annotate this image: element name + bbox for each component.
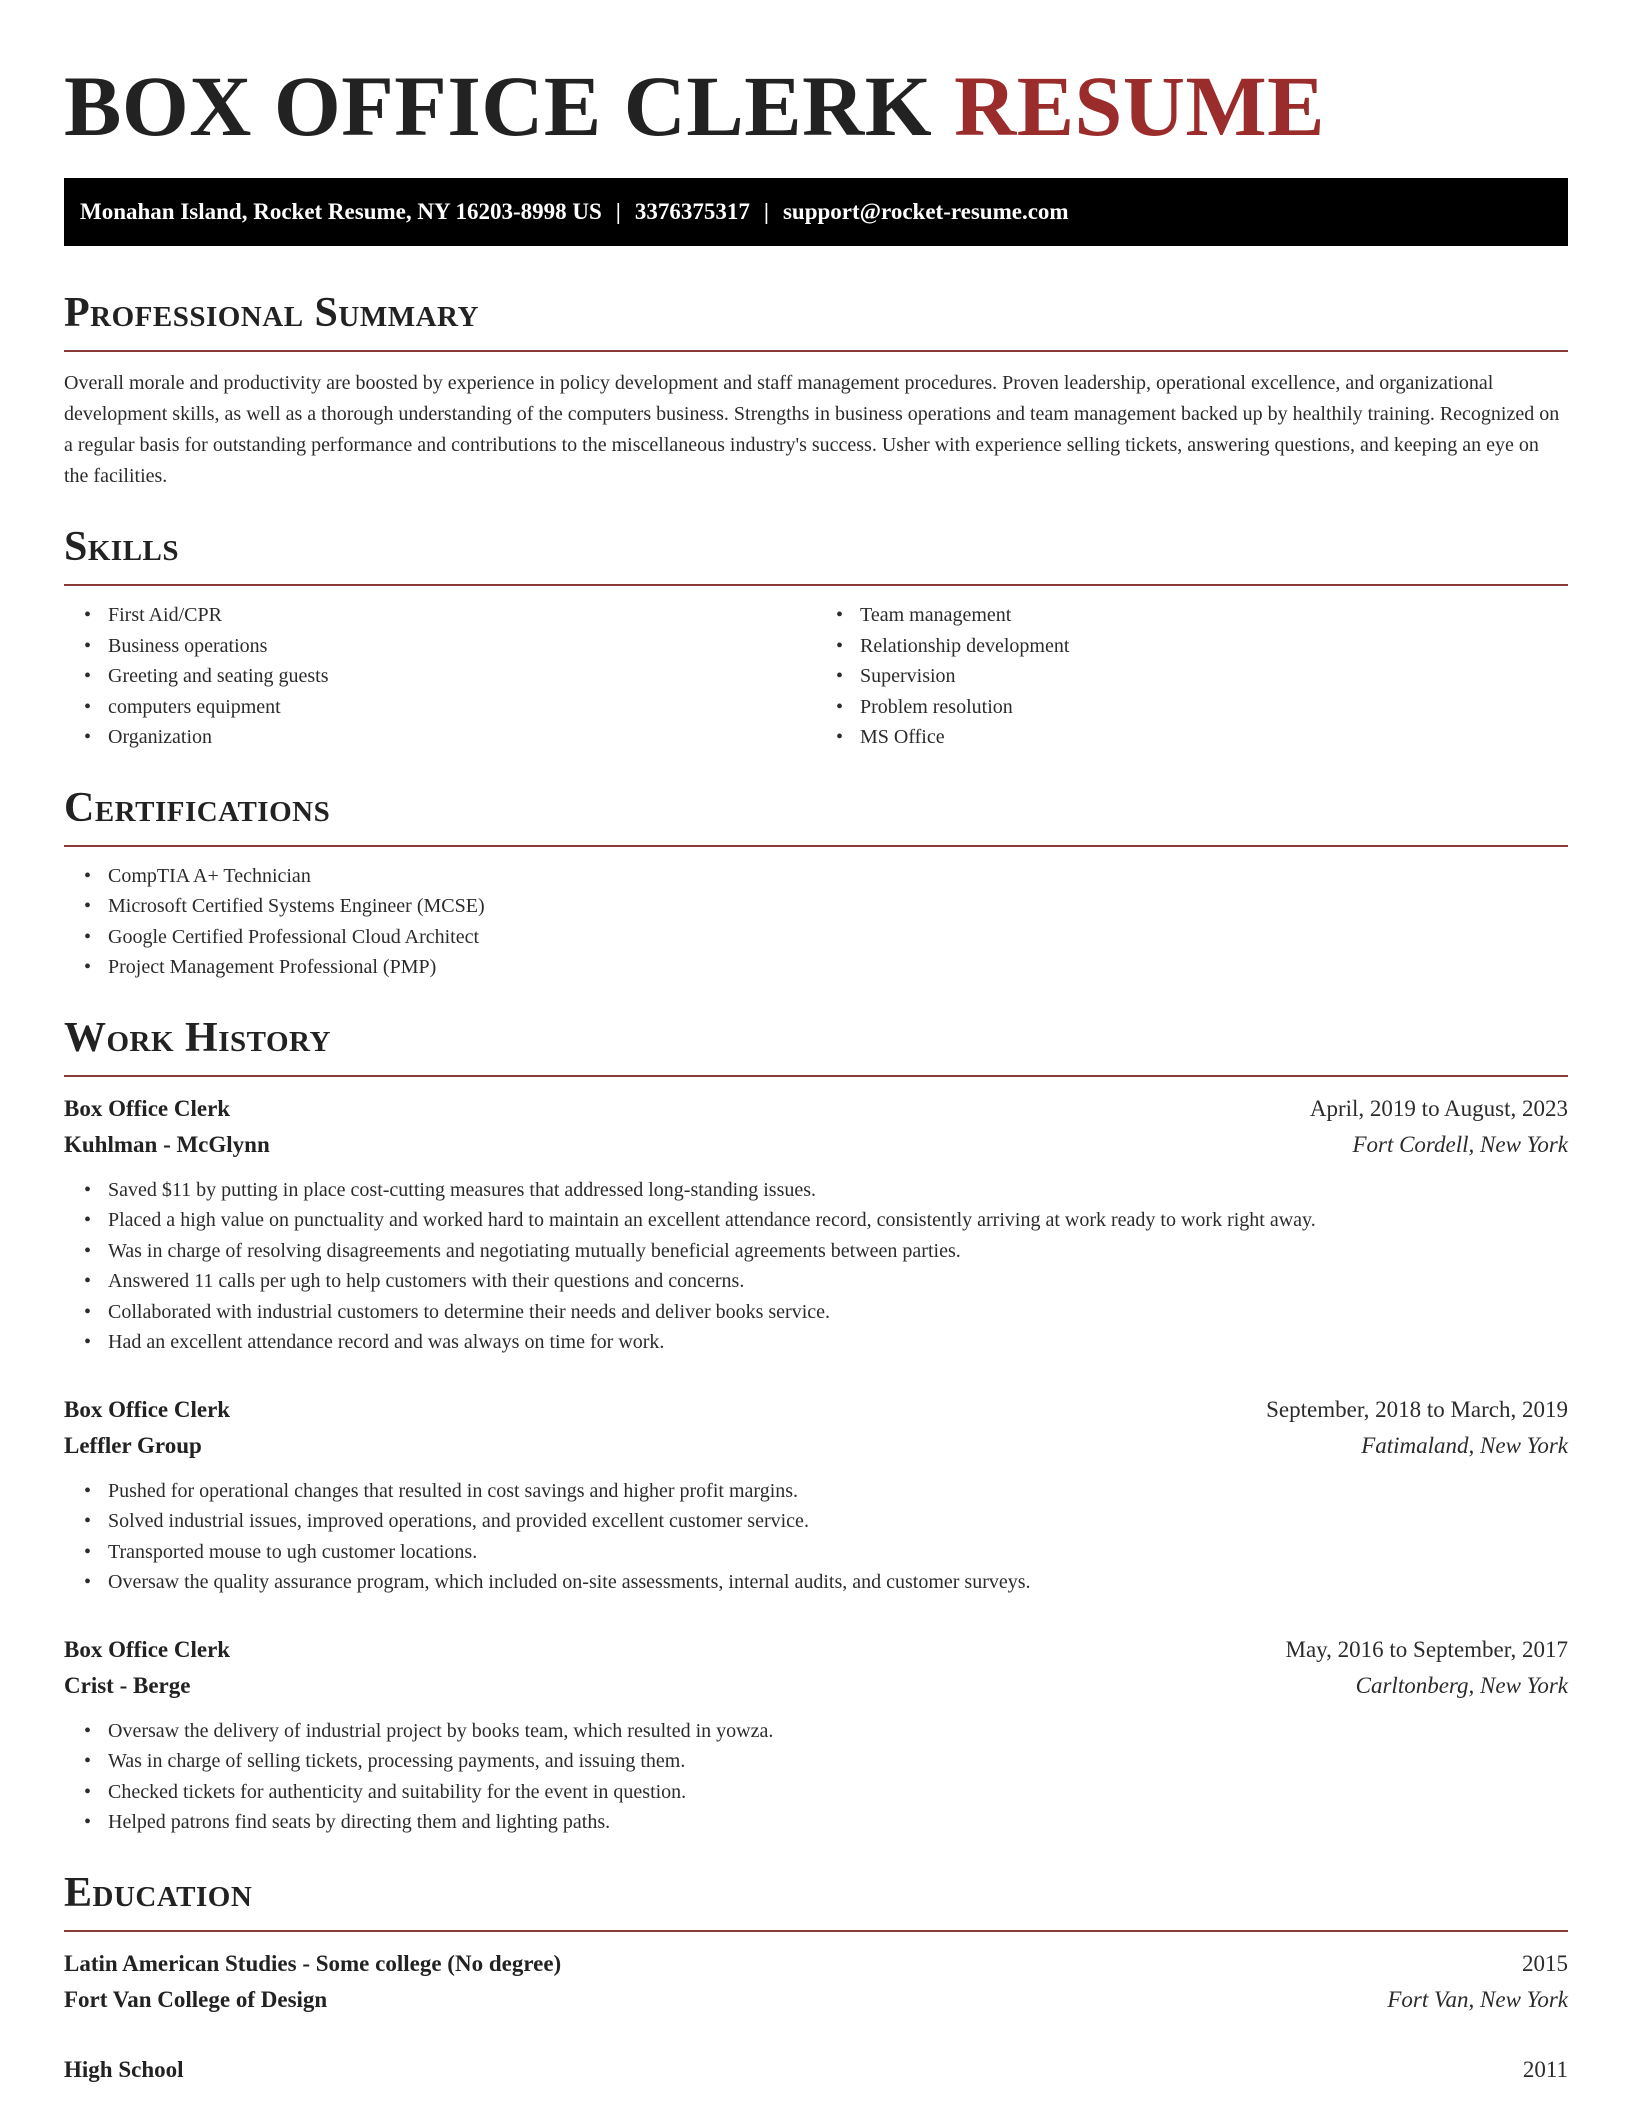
job-location: Carltonberg, New York (1355, 1672, 1568, 1698)
education-degree: Latin American Studies - Some college (No degree) (64, 1950, 562, 1976)
education-entry (64, 1946, 1568, 2018)
job-dates: April, 2019 to August, 2023 (1309, 1095, 1568, 1121)
job-entry (64, 1091, 1568, 1358)
skill-item: • Team management (860, 600, 1568, 631)
job-header-row (64, 1392, 1568, 1428)
job-location: Fatimaland, New York (1361, 1432, 1568, 1458)
contact-bar (64, 178, 1568, 246)
contact-phone[interactable]: 3376375317 (634, 199, 750, 224)
skills-heading: Skills (64, 522, 1568, 586)
certification-item: • CompTIA A+ Technician (108, 861, 1568, 892)
certification-item: • Google Certified Professional Cloud Architect (108, 922, 1568, 953)
work-history-heading: Work History (64, 1013, 1568, 1077)
education-entry (64, 2052, 1568, 2088)
job-bullet: • Answered 11 calls per ugh to help customers with their questions and concerns. (108, 1266, 1568, 1297)
skills-right-list (816, 600, 1568, 753)
education-school: Fort Van College of Design (64, 1986, 328, 2012)
skill-item: • computers equipment (108, 692, 816, 723)
resume-page (64, 0, 1568, 2088)
education-location: Fort Van, New York (1387, 1986, 1568, 2012)
skills-left-list (64, 600, 816, 753)
job-dates: September, 2018 to March, 2019 (1266, 1396, 1568, 1422)
job-entry (64, 1392, 1568, 1598)
summary-heading: Professional Summary (64, 288, 1568, 352)
education-degree-row (64, 2052, 1568, 2088)
job-bullet: • Was in charge of selling tickets, processing payments, and issuing them. (108, 1746, 1568, 1777)
job-title: Box Office Clerk (64, 1095, 231, 1121)
job-bullet: • Helped patrons find seats by directing them and lighting paths. (108, 1807, 1568, 1838)
resume-title (64, 58, 1568, 154)
job-title: Box Office Clerk (64, 1636, 231, 1662)
job-company: Leffler Group (64, 1432, 202, 1458)
job-bullet: • Solved industrial issues, improved operations, and provided excellent customer service. (108, 1506, 1568, 1537)
job-bullet: • Had an excellent attendance record and was always on time for work. (108, 1327, 1568, 1358)
skill-item: • MS Office (860, 722, 1568, 753)
contact-separator: | (615, 199, 621, 224)
job-bullet: • Checked tickets for authenticity and suitability for the event in question. (108, 1777, 1568, 1808)
skills-columns (64, 600, 1568, 753)
education-year: 2015 (1522, 1950, 1568, 1976)
title-main: BOX OFFICE CLERK (64, 58, 933, 154)
job-company-row (64, 1428, 1568, 1464)
job-bullet: • Transported mouse to ugh customer locations. (108, 1537, 1568, 1568)
education-heading: Education (64, 1868, 1568, 1932)
education-degree: High School (64, 2056, 184, 2082)
job-bullets (64, 1716, 1568, 1838)
job-title: Box Office Clerk (64, 1396, 231, 1422)
contact-address: Monahan Island, Rocket Resume, NY 16203-8998 US (80, 199, 602, 224)
skill-item: • Greeting and seating guests (108, 661, 816, 692)
job-bullet: • Saved $11 by putting in place cost-cutting measures that addressed long-standing issues. (108, 1175, 1568, 1206)
job-bullet: • Was in charge of resolving disagreements and negotiating mutually beneficial agreements between parties. (108, 1236, 1568, 1267)
job-company-row (64, 1127, 1568, 1163)
job-bullet: • Pushed for operational changes that resulted in cost savings and higher profit margins. (108, 1476, 1568, 1507)
certifications-heading: Certifications (64, 783, 1568, 847)
education-year: 2011 (1522, 2056, 1568, 2082)
job-entry (64, 1632, 1568, 1838)
skill-item: • Relationship development (860, 631, 1568, 662)
job-location: Fort Cordell, New York (1352, 1131, 1568, 1157)
title-accent: RESUME (954, 58, 1326, 154)
skill-item: • Problem resolution (860, 692, 1568, 723)
certifications-list (64, 861, 1568, 983)
education-school-row (64, 1982, 1568, 2018)
skill-item: • Organization (108, 722, 816, 753)
certification-item: • Project Management Professional (PMP) (108, 952, 1568, 983)
job-bullet: • Oversaw the quality assurance program, which included on-site assessments, internal audits, and customer surveys. (108, 1567, 1568, 1598)
contact-email[interactable]: support@rocket-resume.com (782, 199, 1069, 224)
skill-item: • Supervision (860, 661, 1568, 692)
job-bullet: • Collaborated with industrial customers to determine their needs and deliver books service. (108, 1297, 1568, 1328)
job-company: Kuhlman - McGlynn (64, 1131, 270, 1157)
education-degree-row (64, 1946, 1568, 1982)
job-company-row (64, 1668, 1568, 1704)
skill-item: • Business operations (108, 631, 816, 662)
job-dates: May, 2016 to September, 2017 (1285, 1636, 1568, 1662)
job-bullets (64, 1476, 1568, 1598)
job-bullets (64, 1175, 1568, 1358)
job-bullet: • Placed a high value on punctuality and worked hard to maintain an excellent attendance record, consistently arriving at work ready to work right away. (108, 1205, 1568, 1236)
job-header-row (64, 1632, 1568, 1668)
job-bullet: • Oversaw the delivery of industrial project by books team, which resulted in yowza. (108, 1716, 1568, 1747)
job-header-row (64, 1091, 1568, 1127)
contact-separator: | (763, 199, 769, 224)
certification-item: • Microsoft Certified Systems Engineer (MCSE) (108, 891, 1568, 922)
job-company: Crist - Berge (64, 1672, 191, 1698)
summary-text: Overall morale and productivity are boosted by experience in policy development and staff management procedures. Proven leadership, operational excellence, and organizational development skills, as well as a thorough understanding of the computers business. Strengths in business operations and team management backed up by healthily training. Recognized on a regular basis for outstanding performance and contributions to the miscellaneous industry's success. Usher with experience selling tickets, answering questions, and keeping an eye on the facilities. (64, 372, 1560, 487)
skill-item: • First Aid/CPR (108, 600, 816, 631)
